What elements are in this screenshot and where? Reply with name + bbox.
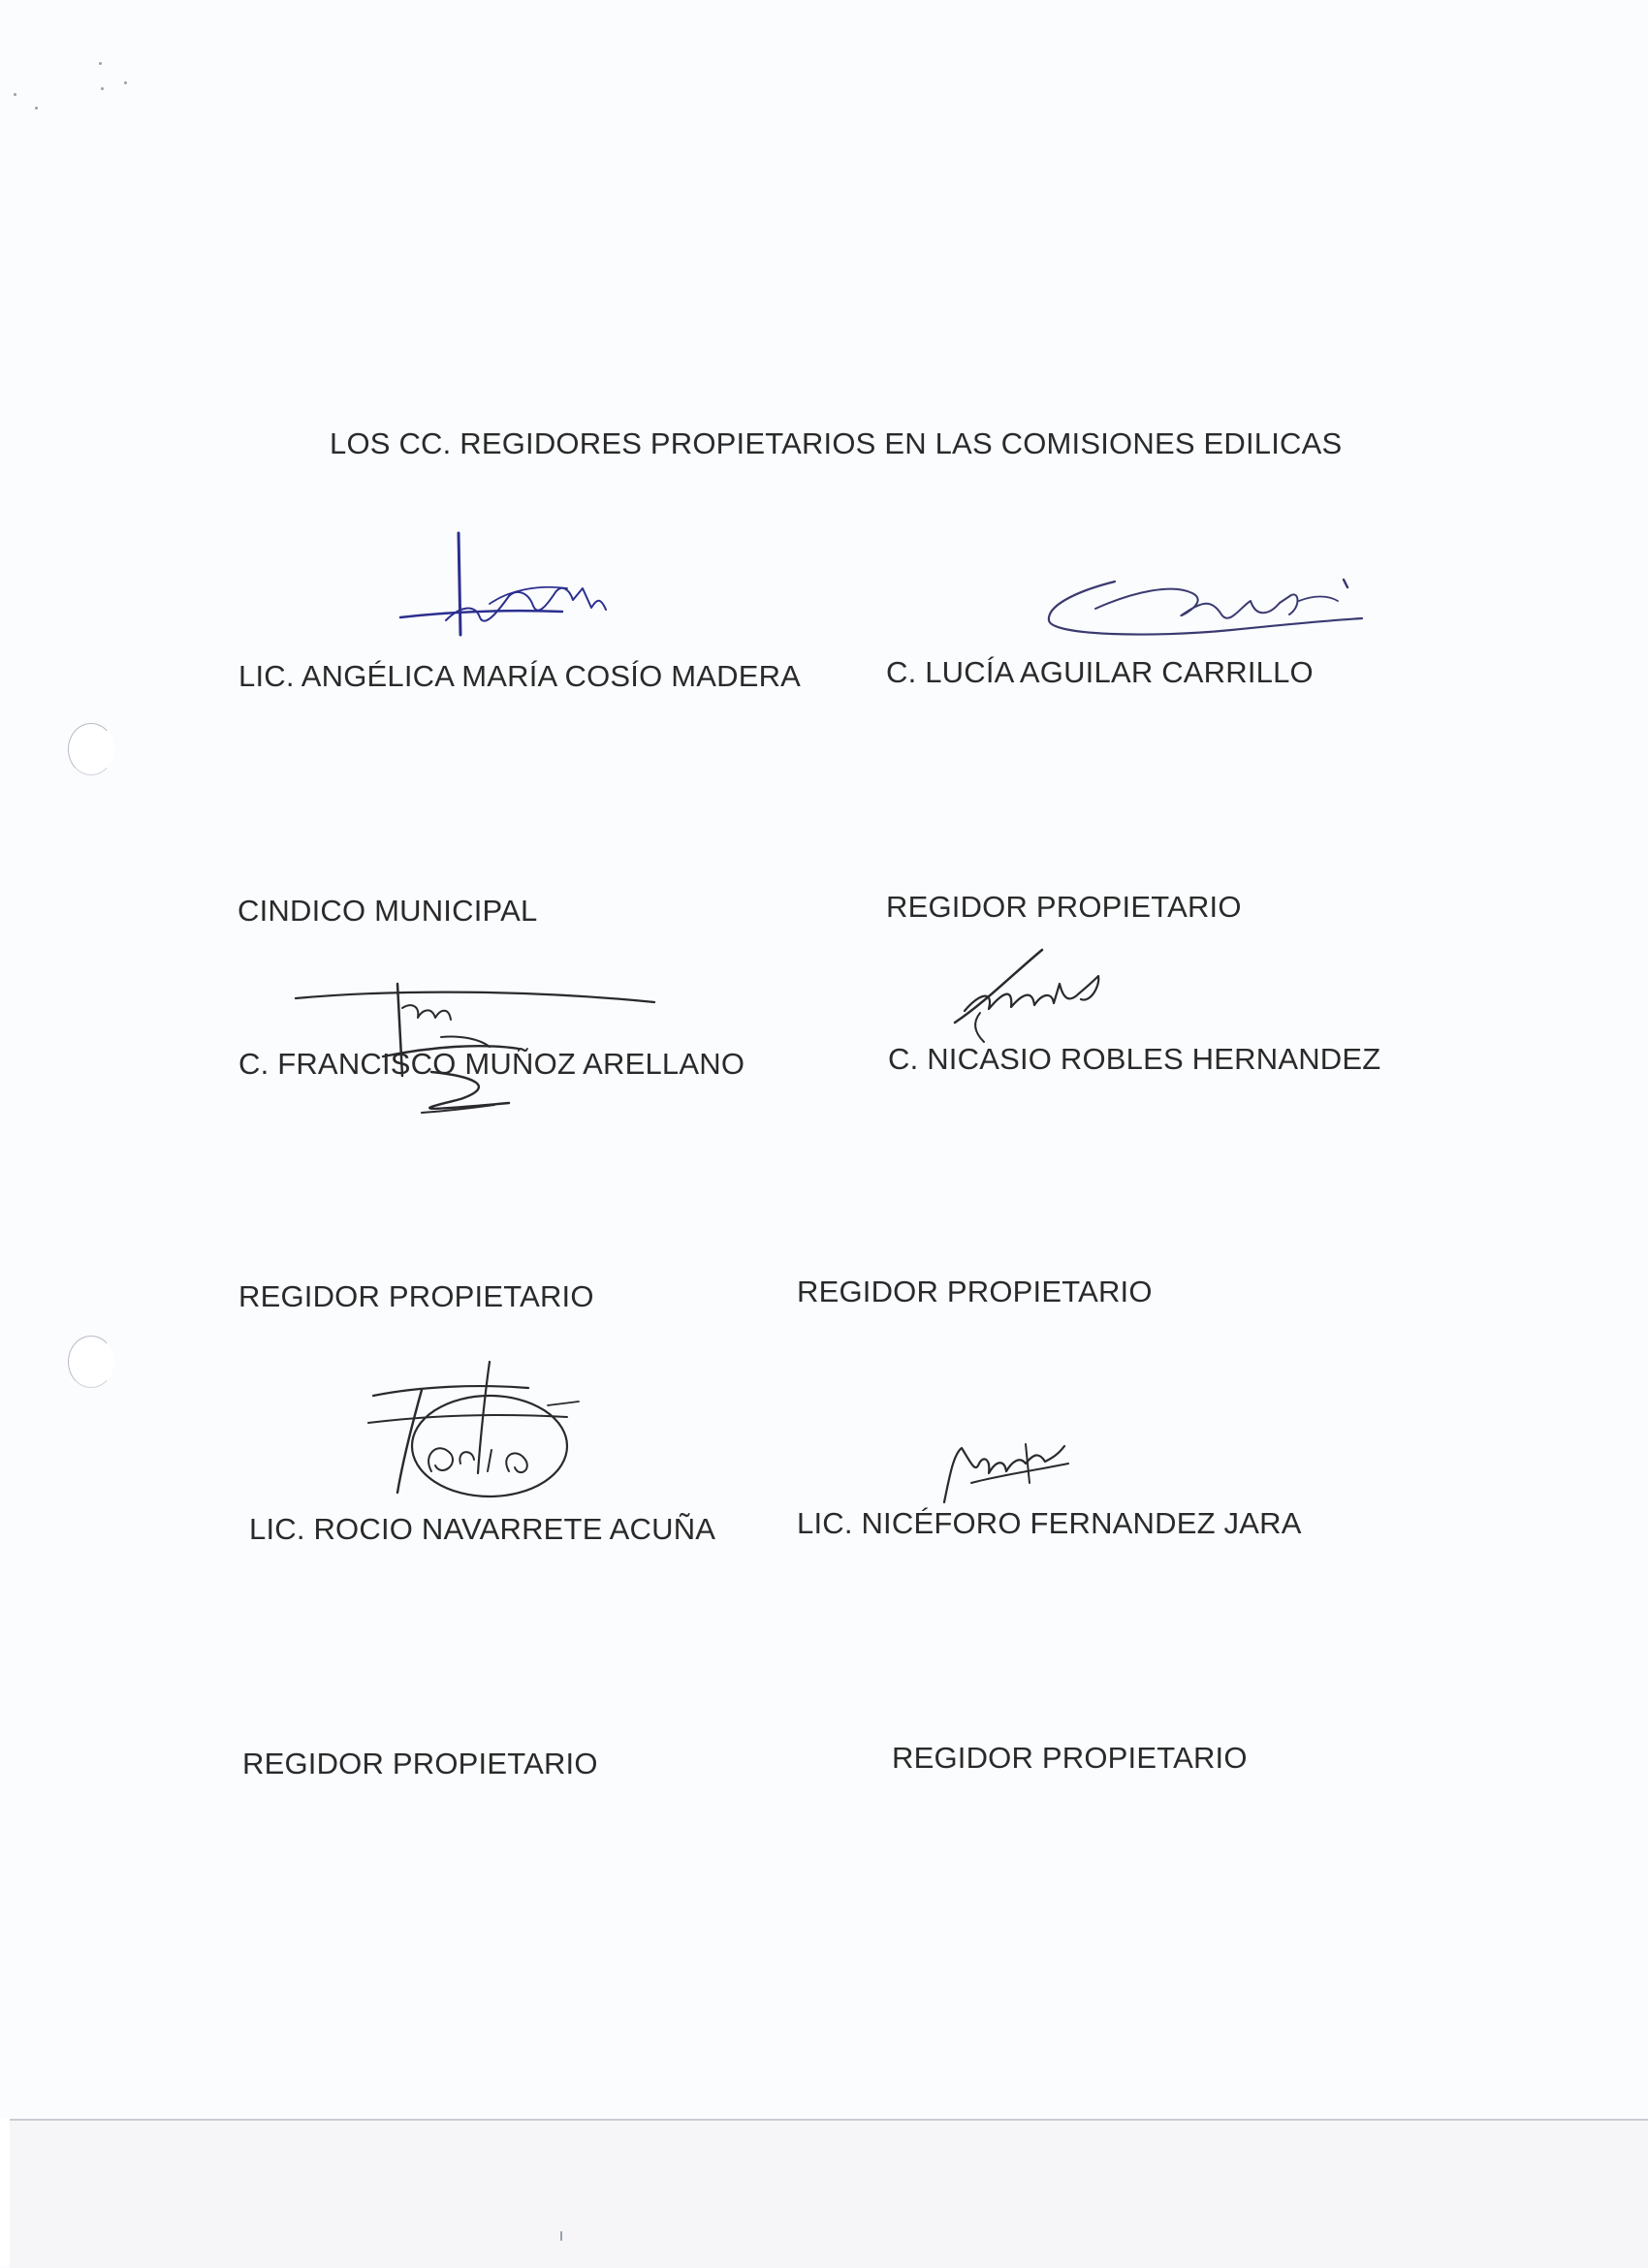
signature-rocio: [364, 1357, 596, 1512]
scan-speck: [101, 87, 104, 90]
scan-speck: [124, 81, 127, 84]
signature-lucia: [1037, 572, 1367, 669]
scan-bottom-strip: [10, 2119, 1648, 2268]
signatory-name-5: LIC. ROCIO NAVARRETE ACUÑA: [249, 1512, 716, 1546]
signatory-role-2: REGIDOR PROPIETARIO: [886, 890, 1242, 924]
scan-edge: [0, 2119, 10, 2266]
scan-speck: [14, 93, 16, 96]
signatory-role-4: REGIDOR PROPIETARIO: [797, 1275, 1153, 1308]
signatory-role-6: REGIDOR PROPIETARIO: [892, 1741, 1248, 1775]
scan-speck: [35, 107, 38, 110]
page-heading: LOS CC. REGIDORES PROPIETARIOS EN LAS COMISIONES EDILICAS: [330, 426, 1343, 460]
scan-speck: [99, 62, 102, 65]
signatory-role-5: REGIDOR PROPIETARIO: [242, 1747, 598, 1780]
signature-angelica: [393, 528, 625, 645]
signatory-name-2: C. LUCÍA AGUILAR CARRILLO: [886, 655, 1314, 689]
punch-hole: [68, 1336, 114, 1388]
signature-niceforo: [933, 1434, 1088, 1512]
signatory-name-4: C. NICASIO ROBLES HERNANDEZ: [888, 1042, 1381, 1076]
signatory-name-3: C. FRANCISCO MUÑOZ ARELLANO: [238, 1047, 745, 1081]
scan-speck: [560, 2231, 562, 2241]
signatory-role-1: CINDICO MUNICIPAL: [238, 894, 538, 928]
signatory-name-1: LIC. ANGÉLICA MARÍA COSÍO MADERA: [238, 659, 802, 693]
punch-hole: [68, 723, 114, 775]
signature-nicasio: [945, 945, 1139, 1052]
signatory-role-3: REGIDOR PROPIETARIO: [238, 1279, 594, 1313]
signatory-name-6: LIC. NICÉFORO FERNANDEZ JARA: [797, 1506, 1302, 1540]
